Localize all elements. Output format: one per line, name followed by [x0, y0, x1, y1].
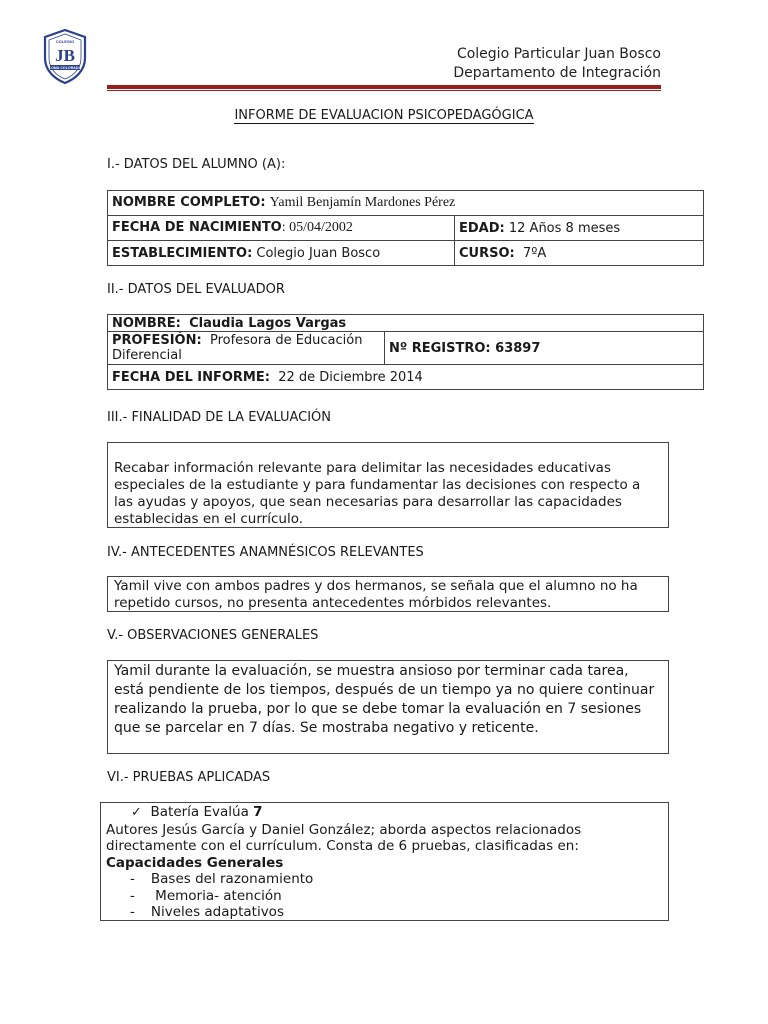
section-evaluator-heading: II.- DATOS DEL EVALUADOR	[107, 282, 285, 297]
section-tests-heading: VI.- PRUEBAS APLICADAS	[107, 770, 271, 785]
capacities-subheading: Capacidades Generales	[106, 854, 284, 871]
student-dob-cell	[108, 216, 455, 241]
document-title-text: INFORME DE EVALUACION PSICOPEDAGÓGICA	[234, 108, 534, 123]
jb-school-crest-icon	[42, 28, 88, 84]
header-divider-thin	[107, 90, 661, 91]
report-date-label: FECHA DEL INFORME:	[112, 369, 270, 385]
crest-top-text: COLEGIO	[55, 39, 75, 44]
student-dob-row	[108, 216, 704, 241]
student-age-cell	[455, 216, 704, 241]
report-date-row	[108, 365, 704, 390]
header-divider-thick	[107, 85, 661, 89]
student-grade-label: CURSO:	[459, 245, 515, 261]
evaluator-name-value: Claudia Lagos Vargas	[189, 315, 347, 331]
evaluator-profession-label: PROFESIÓN:	[112, 333, 202, 348]
evaluator-profession-value: Profesora de Educación Diferencial	[112, 333, 363, 363]
capacity-item	[106, 888, 664, 905]
student-school-cell	[108, 241, 455, 266]
purpose-text: Recabar información relevante para delimitar las necesidades educativas especiales de la estudiante y para fundamentar las decisiones con respecto a las ayudas y apoyos, que sean necesarias para desarrollar las capacidades establecidas en el currículo.	[107, 442, 669, 528]
capacity-item-label: Memoria- atención	[150, 887, 282, 904]
test-description: Autores Jesús García y Daniel González; aborda aspectos relacionados directamente con el currículum. Consta de 6 pruebas, clasificadas en:	[106, 821, 582, 854]
student-name-value: Yamil Benjamín Mardones Pérez	[269, 195, 456, 210]
evaluator-profession-row	[108, 332, 704, 365]
student-dob-label: FECHA DE NACIMIENTO	[112, 220, 282, 235]
school-crest-logo	[42, 28, 88, 84]
test-name-line	[106, 804, 664, 822]
test-number: 7	[253, 804, 263, 820]
student-school-row	[108, 241, 704, 266]
report-date-cell	[108, 365, 704, 390]
crest-monogram: JB	[55, 46, 75, 65]
student-age-label: EDAD:	[459, 220, 505, 236]
capacity-item-label: Niveles adaptativos	[150, 904, 284, 920]
section-student-heading: I.- DATOS DEL ALUMNO (A):	[107, 157, 286, 172]
evaluator-profession-cell	[108, 332, 385, 365]
student-grade-value: 7ºA	[523, 245, 547, 261]
department-name: Departamento de Integración	[453, 65, 661, 81]
background-text: Yamil vive con ambos padres y dos hermanos, se señala que el alumno no ha repetido cursos, no presenta antecedentes mórbidos relevantes.	[107, 576, 669, 612]
checkmark-icon: ✓	[131, 805, 142, 820]
dash-bullet-icon: -	[130, 904, 135, 920]
student-name-cell	[108, 191, 704, 216]
evaluator-name-cell	[108, 315, 704, 332]
student-name-row	[108, 191, 704, 216]
student-grade-cell	[455, 241, 704, 266]
student-age-value: 12 Años 8 meses	[508, 220, 621, 236]
evaluator-data-table	[107, 314, 704, 390]
student-school-value: Colegio Juan Bosco	[256, 245, 381, 261]
student-data-table	[107, 190, 704, 266]
capacity-item-label: Bases del razonamiento	[150, 871, 314, 887]
crest-bottom-text: LOMA COLORADA	[48, 66, 82, 70]
observations-text: Yamil durante la evaluación, se muestra ansioso por terminar cada tarea, está pendiente de los tiempos, después de un tiempo ya no quiere continuar realizando la prueba, por lo que se debe tomar la evaluación en 7 sesiones que se parcelar en 7 días. Se mostraba negativo y reticente.	[107, 660, 669, 754]
test-name: Batería Evalúa	[150, 804, 254, 820]
dash-bullet-icon: -	[130, 871, 135, 887]
capacity-item	[106, 904, 664, 921]
evaluator-registry: Nº REGISTRO: 63897	[385, 332, 704, 365]
section-observations-heading: V.- OBSERVACIONES GENERALES	[107, 628, 319, 643]
school-name: Colegio Particular Juan Bosco	[456, 46, 661, 62]
evaluator-name-label: NOMBRE:	[112, 315, 181, 331]
student-school-label: ESTABLECIMIENTO:	[112, 245, 253, 261]
dash-bullet-icon: -	[130, 887, 135, 904]
evaluator-name-row	[108, 315, 704, 332]
report-date-value: 22 de Diciembre 2014	[278, 369, 423, 385]
student-dob-value: : 05/04/2002	[281, 220, 353, 235]
tests-box	[100, 802, 669, 921]
document-title	[0, 108, 768, 123]
section-background-heading: IV.- ANTECEDENTES ANAMNÉSICOS RELEVANTES	[107, 545, 424, 560]
student-name-label: NOMBRE COMPLETO:	[112, 195, 266, 210]
capacity-item	[106, 871, 664, 888]
section-purpose-heading: III.- FINALIDAD DE LA EVALUACIÓN	[107, 410, 332, 425]
